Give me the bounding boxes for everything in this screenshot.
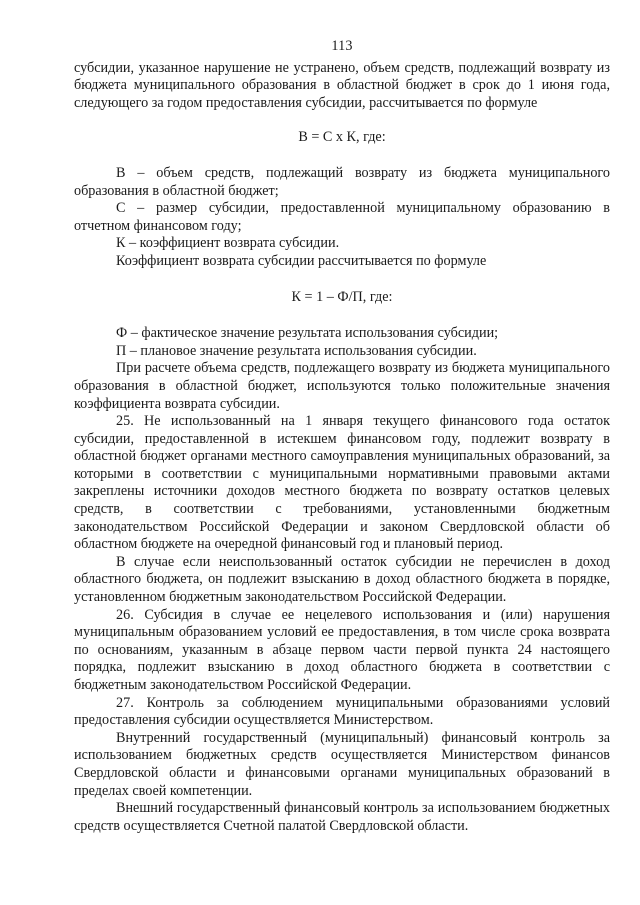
formula-return-coefficient: К = 1 – Ф/П, где: bbox=[291, 288, 393, 305]
page-number: 113 bbox=[331, 38, 353, 54]
paragraph-item-27: 27. Контроль за соблюдением муниципальными образованиями условий предоставления субсидии осуществляется Министерством. bbox=[74, 694, 610, 729]
paragraph-coefficient-intro: Коэффициент возврата субсидии рассчитывается по формуле bbox=[116, 252, 487, 269]
definition-p: П – плановое значение результата использования субсидии. bbox=[116, 342, 477, 359]
paragraph-item-25: 25. Не использованный на 1 января текущего финансового года остаток субсидии, предоставленной в истекшем финансовом году, подлежит возврату в областной бюджет органами местного самоуправления муниципальных образований, за которыми в соответствии с муниципальными нормативными правовыми актами закреплены источники доходов местного бюджета по возврату остатков целевых средств, в соответствии с требованиями, установленными бюджетным законодательством Российской Федерации и законом Свердловской области об областном бюджете на очередной финансовый год и плановый период. bbox=[74, 413, 610, 553]
definition-k: К – коэффициент возврата субсидии. bbox=[116, 235, 340, 252]
paragraph-unused-balance: В случае если неиспользованный остаток субсидии не перечислен в доход областного бюджета, он подлежит взысканию в доход областного бюджета в порядке, установленном бюджетным законодательством Российской Федерации. bbox=[74, 553, 610, 606]
document-page bbox=[74, 38, 610, 835]
definition-c: С – размер субсидии, предоставленной муниципальному образованию в отчетном финансовом году; bbox=[74, 200, 610, 234]
paragraph-external-control: Внешний государственный финансовый контроль за использованием бюджетных средств осуществляется Счетной палатой Свердловской области. bbox=[74, 800, 610, 834]
paragraph-positive-values: При расчете объема средств, подлежащего возврату из бюджета муниципального образования в областной бюджет, используются только положительные значения коэффициента возврата субсидии. bbox=[74, 360, 610, 412]
paragraph-item-26: 26. Субсидия в случае ее нецелевого использования и (или) нарушения муниципальным образованием условий ее предоставления, в том числе срока возврата по основаниям, указанным в абзаце первом части первой пункта 24 настоящего порядка, подлежит взысканию в доход областного бюджета в соответствии с бюджетным законодательством Российской Федерации. bbox=[74, 606, 610, 693]
formula-return-amount: В = С х К, где: bbox=[298, 129, 386, 146]
paragraph-continuation: субсидии, указанное нарушение не устранено, объем средств, подлежащий возврату из бюджета муниципального образования в областной бюджет в срок до 1 июня года, следующего за годом предоставления субсидии, рассчитывается по формуле bbox=[74, 59, 610, 111]
definition-f: Ф – фактическое значение результата использования субсидии; bbox=[116, 325, 499, 342]
paragraph-internal-control: Внутренний государственный (муниципальный) финансовый контроль за использованием бюджетных средств осуществляется Министерством финансов Свердловской области и финансовыми органами муниципальных образований в пределах своей компетенции. bbox=[74, 729, 610, 799]
definition-b: В – объем средств, подлежащий возврату из бюджета муниципального образования в областной бюджет; bbox=[74, 164, 610, 199]
